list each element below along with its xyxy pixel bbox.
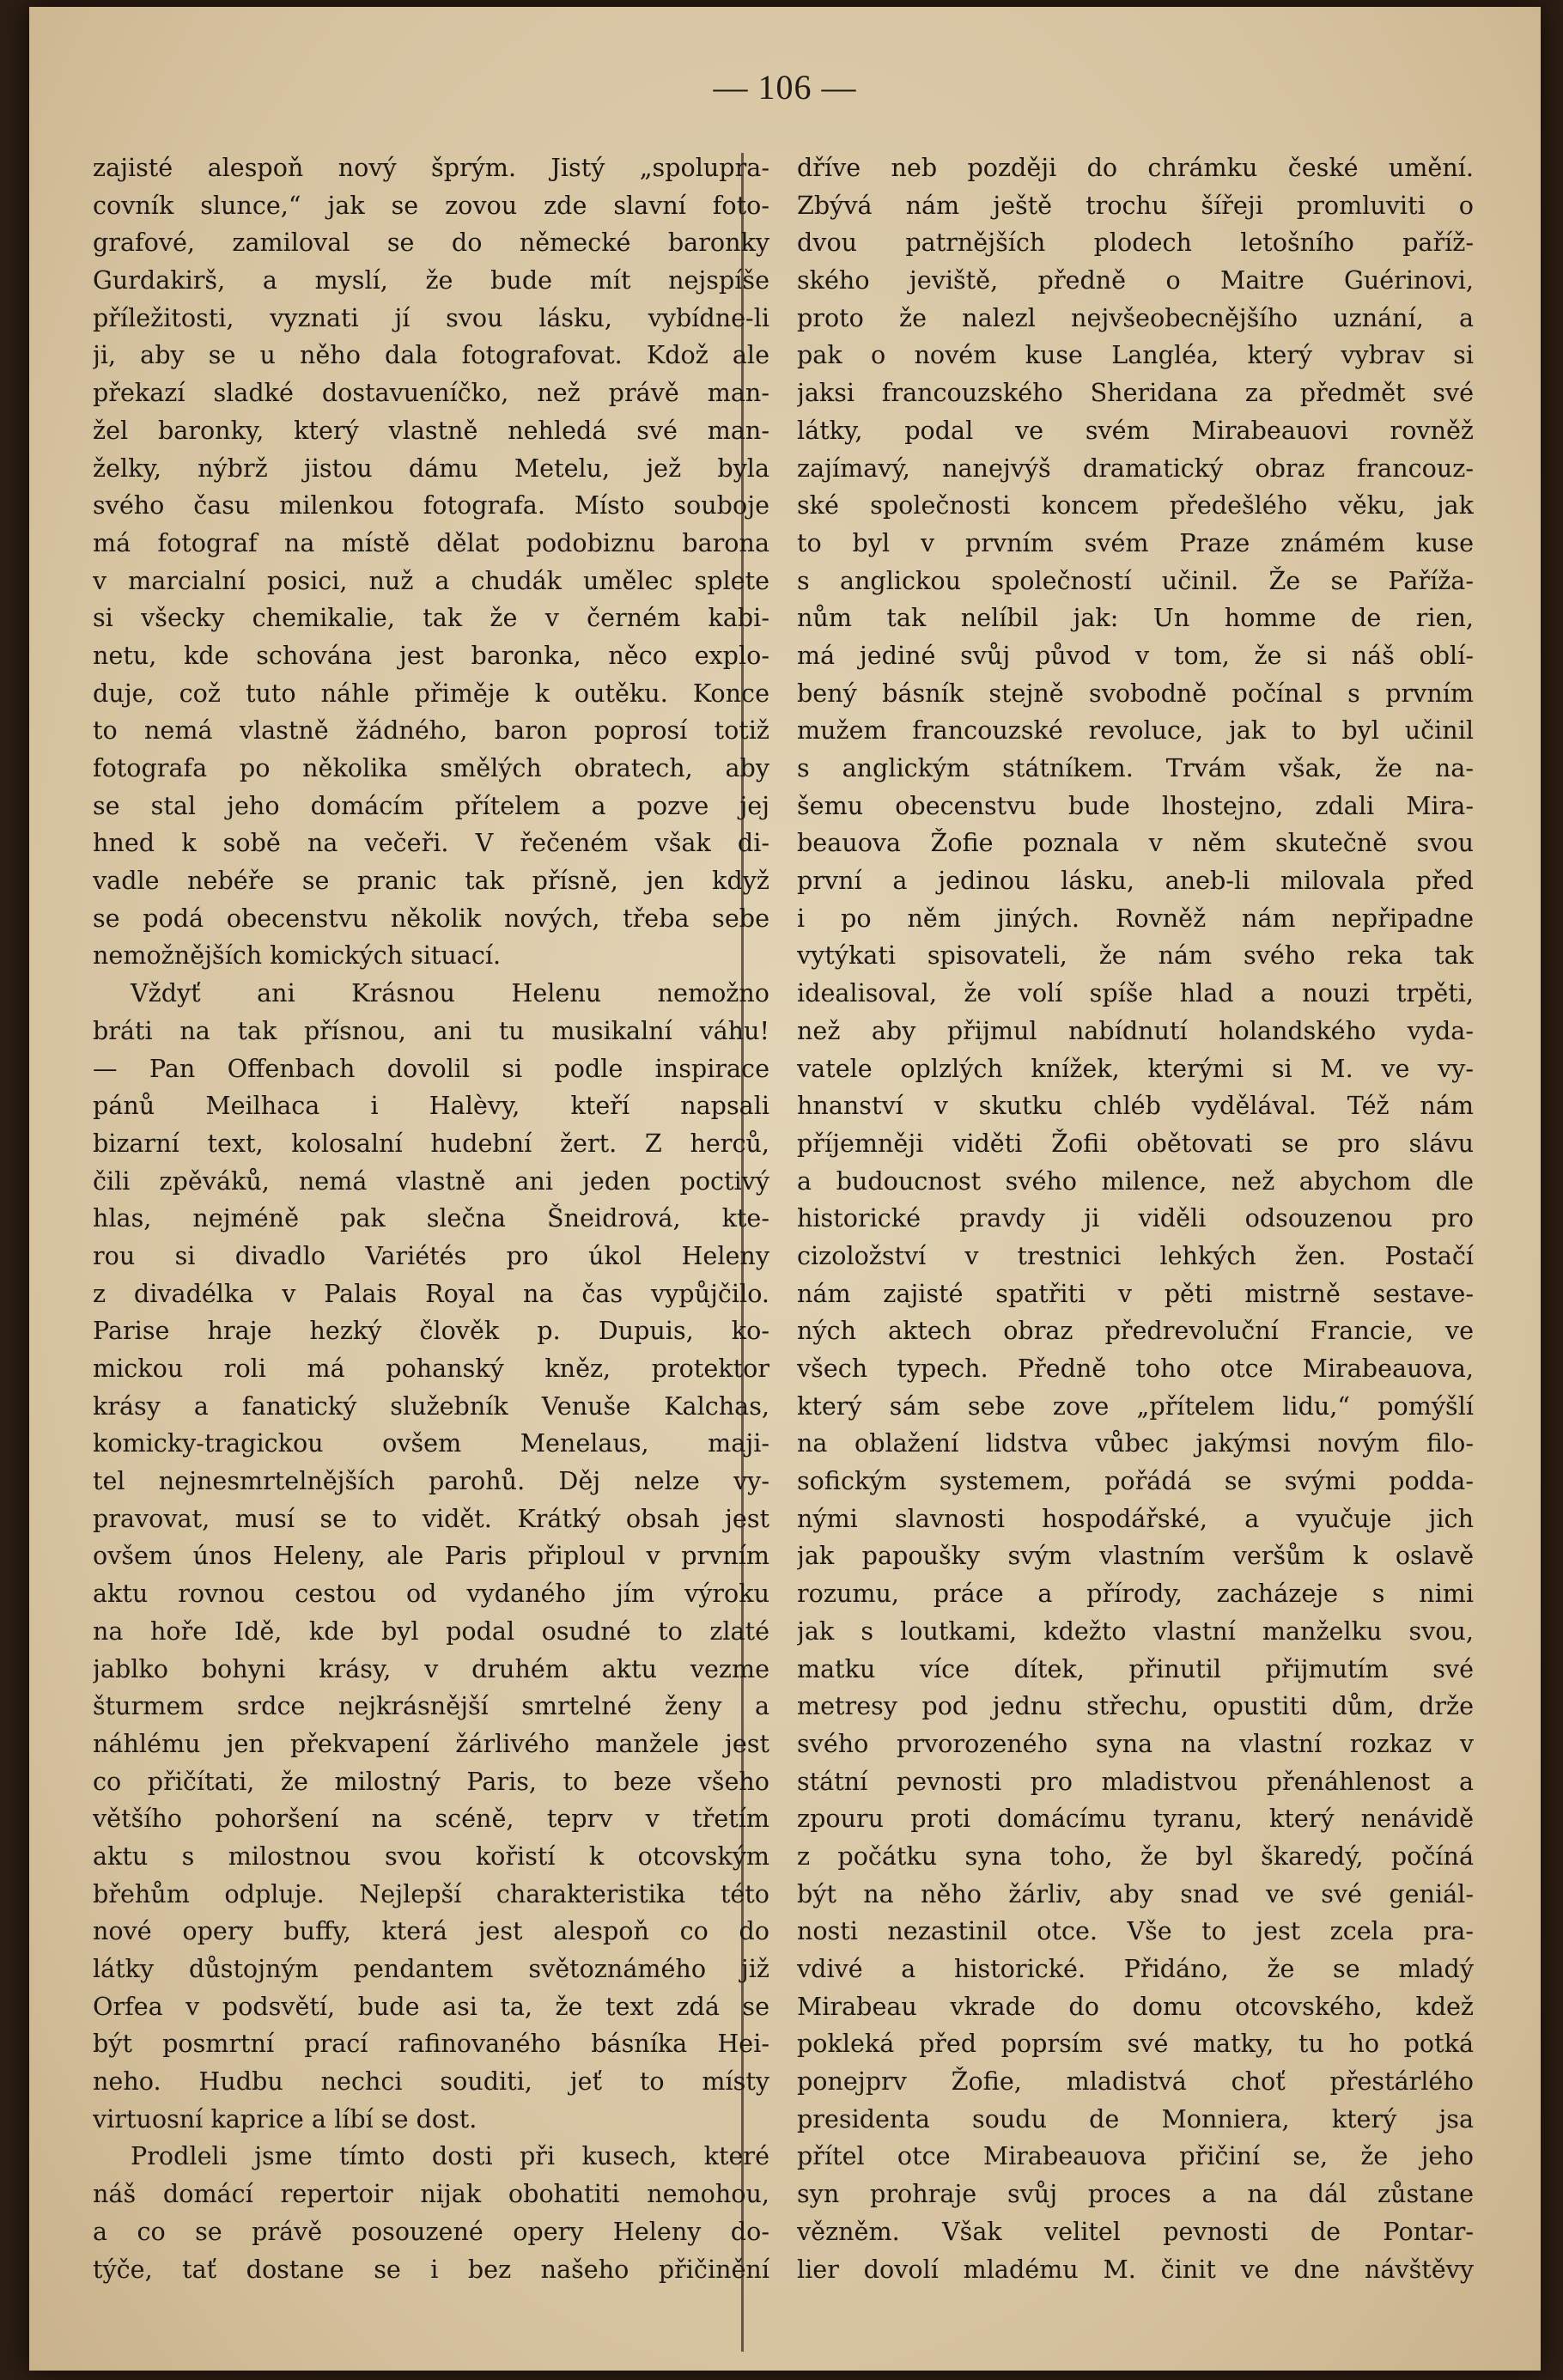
text-line: idealisoval, že volí spíše hlad a nouzi trpěti, — [797, 978, 1474, 1008]
text-line: nům tak nelíbil jak: Un homme de rien, — [797, 603, 1474, 633]
text-line: bený básník stejně svobodně počínal s prvním — [797, 678, 1474, 708]
text-line: příležitosti, vyznati jí svou lásku, vybídne-li — [93, 302, 769, 332]
text-line: vězněm. Však velitel pevnosti de Pontar- — [797, 2216, 1474, 2246]
text-line: a co se právě posouzené opery Heleny do- — [93, 2216, 769, 2246]
text-line: Orfea v podsvětí, bude asi ta, že text zdá se — [93, 1991, 769, 2021]
text-line: ovšem únos Heleny, ale Paris připloul v prvním — [93, 1541, 769, 1571]
text-columns — [93, 149, 1474, 2348]
text-line: pravovat, musí se to vidět. Krátký obsah jest — [93, 1503, 769, 1533]
text-line: želky, nýbrž jistou dámu Metelu, jež byla — [93, 453, 769, 483]
text-line: mužem francouzské revoluce, jak to byl učinil — [797, 715, 1474, 746]
text-line: netu, kde schována jest baronka, něco explo- — [93, 640, 769, 670]
text-line: i po něm jiných. Rovněž nám nepřipadne — [797, 903, 1474, 933]
text-line: týče, tať dostane se i bez našeho přičinění — [93, 2254, 769, 2284]
text-line: být posmrtní prací rafinovaného básníka Hei- — [93, 2029, 769, 2059]
text-line: a budoucnost svého milence, než abychom dle — [797, 1166, 1474, 1196]
text-line: cizoložství v trestnici lehkých žen. Postačí — [797, 1240, 1474, 1270]
text-line: má fotograf na místě dělat podobiznu barona — [93, 527, 769, 557]
text-line: přítel otce Mirabeauova přičiní se, že jeho — [797, 2141, 1474, 2171]
text-line: nosti nezastinil otce. Vše to jest zcela pra- — [797, 1916, 1474, 1946]
text-line: dvou patrnějších plodech letošního paříž- — [797, 228, 1474, 258]
text-line: z divadélka v Palais Royal na čas vypůjčilo. — [93, 1278, 769, 1308]
text-line: pánů Meilhaca i Halèvy, kteří napsali — [93, 1091, 769, 1121]
text-line: komicky-tragickou ovšem Menelaus, maji- — [93, 1428, 769, 1458]
text-line: covník slunce,“ jak se zovou zde slavní foto- — [93, 190, 769, 220]
text-line: — Pan Offenbach dovolil si podle inspirace — [93, 1053, 769, 1083]
text-line: s anglickou společností učinil. Že se Paříža- — [797, 565, 1474, 595]
text-line: první a jedinou lásku, aneb-li milovala před — [797, 866, 1474, 896]
text-line: duje, což tuto náhle přiměje k outěku. Konce — [93, 678, 769, 708]
text-line: Gurdakirš, a myslí, že bude mít nejspíše — [93, 265, 769, 295]
text-line: který sám sebe zove „přítelem lidu,“ pomýšlí — [797, 1391, 1474, 1421]
text-line: příjemněji viděti Žofii obětovati se pro slávu — [797, 1128, 1474, 1158]
text-line: svého času milenkou fotografa. Místo souboje — [93, 490, 769, 520]
text-line: nými slavnosti hospodářské, a vyučuje jich — [797, 1503, 1474, 1533]
text-line: má jediné svůj původ v tom, že si náš oblí- — [797, 640, 1474, 670]
text-line: než aby přijmul nabídnutí holandského vyda- — [797, 1015, 1474, 1045]
text-line: překazí sladké dostavueníčko, než právě man- — [93, 378, 769, 408]
text-line: sofickým systemem, pořádá se svými podda- — [797, 1466, 1474, 1496]
text-line: rozumu, práce a přírody, zacházeje s nimi — [797, 1579, 1474, 1609]
text-line: nemožnějších komických situací. — [93, 940, 502, 971]
text-line: na oblažení lidstva vůbec jakýmsi novým filo- — [797, 1428, 1474, 1458]
text-line: hnanství v skutku chléb vydělával. Též nám — [797, 1091, 1474, 1121]
text-line: svého prvorozeného syna na vlastní rozkaz v — [797, 1728, 1474, 1758]
text-line: Zbývá nám ještě trochu šířeji promluviti o — [797, 190, 1474, 220]
text-line: co přičítati, že milostný Paris, to beze všeho — [93, 1766, 769, 1796]
text-line: si všecky chemikalie, tak že v černém kabi- — [93, 603, 769, 633]
text-line: ponejprv Žofie, mladistvá choť přestárlého — [797, 2067, 1474, 2097]
text-line: vadle nebéře se pranic tak přísně, jen když — [93, 866, 769, 896]
text-line: nové opery buffy, která jest alespoň co do — [93, 1916, 769, 1946]
text-line: virtuosní kaprice a líbí se dost. — [93, 2103, 477, 2133]
text-line: ské společnosti koncem předešlého věku, jak — [797, 490, 1474, 520]
page-number: — 106 — — [713, 68, 857, 107]
text-line: čili zpěváků, nemá vlastně ani jeden poctivý — [93, 1166, 769, 1196]
text-line: ského jeviště, předně o Maitre Guérinovi, — [797, 265, 1474, 295]
text-line: tel nejnesmrtelnějších parohů. Děj nelze vy- — [93, 1466, 769, 1496]
text-line: pokleká před poprsím své matky, tu ho potká — [797, 2029, 1474, 2059]
text-line: syn prohraje svůj proces a na dál zůstane — [797, 2179, 1474, 2209]
text-line: látky, podal ve svém Mirabeauovi rovněž — [797, 415, 1474, 445]
text-line: matku více dítek, přinutil přijmutím své — [797, 1653, 1474, 1683]
text-line: zajisté alespoň nový šprým. Jistý „spolupra- — [93, 153, 769, 182]
text-line: být na něho žárliv, aby snad ve své geniál- — [797, 1878, 1474, 1908]
text-line: grafové, zamiloval se do německé baronky — [93, 228, 769, 258]
text-line: Prodleli jsme tímto dosti při kusech, které — [131, 2141, 769, 2171]
text-line: aktu rovnou cestou od vydaného jím výroku — [93, 1579, 769, 1609]
text-line: pak o novém kuse Langléa, který vybrav si — [797, 340, 1474, 370]
text-line: aktu s milostnou svou kořistí k otcovským — [93, 1841, 769, 1871]
text-line: šturmem srdce nejkrásnější smrtelné ženy a — [93, 1691, 769, 1721]
text-line: Parise hraje hezký člověk p. Dupuis, ko- — [93, 1316, 769, 1346]
text-line: dříve neb později do chrámku české umění. — [797, 153, 1474, 182]
text-line: metresy pod jednu střechu, opustiti dům, drže — [797, 1691, 1474, 1721]
book-page — [29, 7, 1541, 2371]
text-line: neho. Hudbu nechci souditi, jeť to místy — [93, 2067, 769, 2097]
text-line: s anglickým státníkem. Trvám však, že na- — [797, 753, 1474, 782]
text-line: beauova Žofie poznala v něm skutečně svou — [797, 828, 1474, 858]
text-line: proto že nalezl nejvšeobecnějšího uznání, a — [797, 302, 1474, 332]
text-line: jak s loutkami, kdežto vlastní manželku svou, — [797, 1616, 1474, 1646]
right-column — [797, 149, 1474, 2348]
text-line: státní pevnosti pro mladistvou přenáhlenost a — [797, 1766, 1474, 1796]
text-line: náhlému jen překvapení žárlivého manžele jest — [93, 1728, 769, 1758]
text-line: nám zajisté spatřiti v pěti mistrně sestave- — [797, 1278, 1474, 1308]
text-line: látky důstojným pendantem světoznámého již — [93, 1954, 769, 1983]
text-line: mickou roli má pohanský kněz, protektor — [93, 1354, 769, 1383]
text-line: Mirabeau vkrade do domu otcovského, kdež — [797, 1991, 1474, 2021]
text-line: historické pravdy ji viděli odsouzenou pro — [797, 1203, 1474, 1233]
text-line: lier dovolí mladému M. činit ve dne návštěvy — [797, 2254, 1474, 2284]
text-line: hlas, nejméně pak slečna Šneidrová, kte- — [93, 1203, 769, 1233]
text-line: jaksi francouzského Sheridana za předmět své — [797, 378, 1474, 408]
text-line: se stal jeho domácím přítelem a pozve jej — [93, 790, 769, 820]
text-line: břehům odpluje. Nejlepší charakteristika této — [93, 1878, 769, 1908]
text-line: vytýkati spisovateli, že nám svého reka tak — [797, 940, 1474, 971]
text-line: to byl v prvním svém Praze známém kuse — [797, 527, 1474, 557]
text-line: rou si divadlo Variétés pro úkol Heleny — [93, 1240, 769, 1270]
text-line: vdivé a historické. Přidáno, že se mladý — [797, 1954, 1474, 1983]
text-line: presidenta soudu de Monniera, který jsa — [797, 2103, 1474, 2133]
text-line: bizarní text, kolosalní hudební žert. Z herců, — [93, 1128, 769, 1158]
text-line: jablko bohyni krásy, v druhém aktu vezme — [93, 1653, 769, 1683]
text-line: ných aktech obraz předrevoluční Francie, ve — [797, 1316, 1474, 1346]
text-line: žel baronky, který vlastně nehledá své man- — [93, 415, 769, 445]
text-line: šemu obecenstvu bude lhostejno, zdali Mira- — [797, 790, 1474, 820]
text-line: náš domácí repertoir nijak obohatiti nemohou, — [93, 2179, 769, 2209]
text-line: většího pohoršení na scéně, teprv v třetím — [93, 1804, 769, 1834]
text-line: na hoře Idě, kde byl podal osudné to zlaté — [93, 1616, 769, 1646]
left-column — [93, 149, 769, 2348]
text-line: všech typech. Předně toho otce Mirabeauova, — [797, 1354, 1474, 1383]
text-line: fotografa po několika smělých obratech, aby — [93, 753, 769, 782]
text-line: v marcialní posici, nuž a chudák umělec splete — [93, 565, 769, 595]
text-line: krásy a fanatický služebník Venuše Kalchas, — [93, 1391, 769, 1421]
text-line: zpouru proti domácímu tyranu, který nenávidě — [797, 1804, 1474, 1834]
text-line: to nemá vlastně žádného, baron poprosí totiž — [93, 715, 769, 746]
text-line: ji, aby se u něho dala fotografovat. Kdož ale — [93, 340, 769, 370]
text-line: vatele oplzlých knížek, kterými si M. ve vy- — [797, 1053, 1474, 1083]
text-line: hned k sobě na večeři. V řečeném však di- — [93, 828, 769, 858]
text-line: z počátku syna toho, že byl škaredý, počíná — [797, 1841, 1474, 1871]
text-line: zajímavý, nanejvýš dramatický obraz francouz- — [797, 453, 1474, 483]
text-line: jak papoušky svým vlastním veršům k oslavě — [797, 1541, 1474, 1571]
text-line: bráti na tak přísnou, ani tu musikalní váhu! — [93, 1015, 769, 1045]
text-line: se podá obecenstvu několik nových, třeba sebe — [93, 903, 769, 933]
text-line: Vždyť ani Krásnou Helenu nemožno — [131, 978, 769, 1008]
